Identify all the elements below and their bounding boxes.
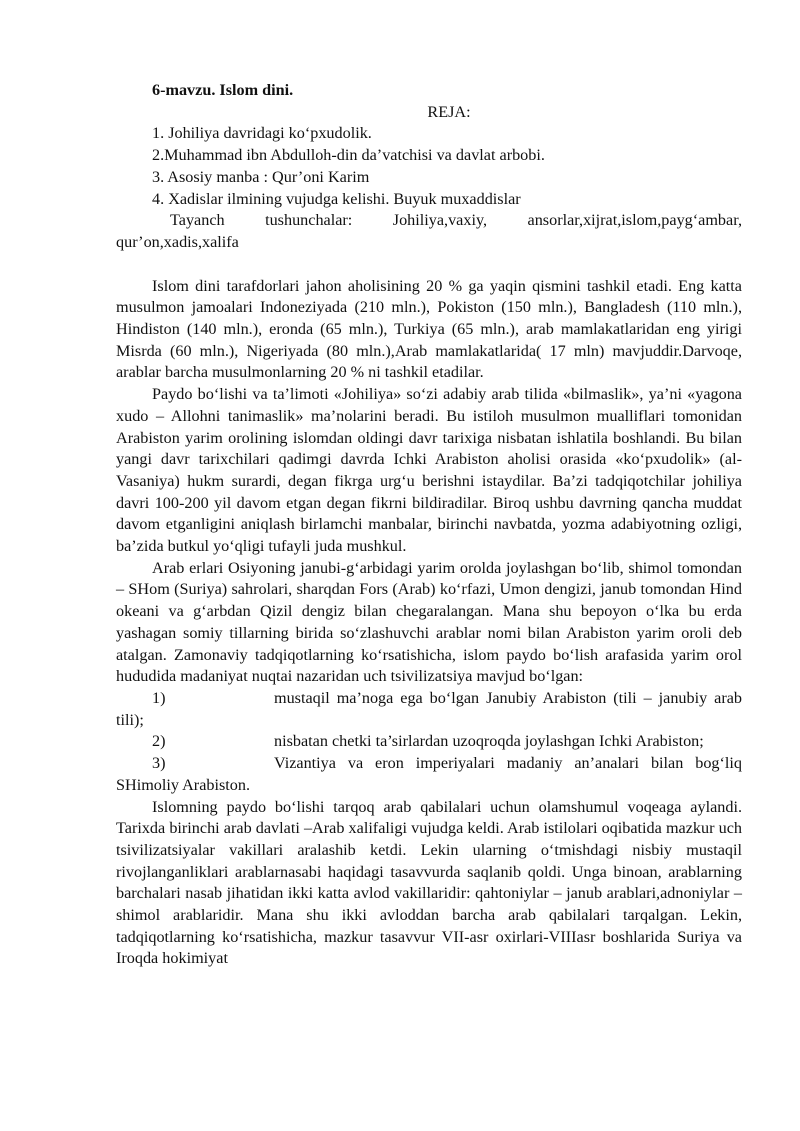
list-number: 1) [152,688,166,707]
plan-item: 2.Muhammad ibn Abdulloh-din da’vatchisi va davlat arbobi. [152,146,545,165]
plan-heading: REJA: [427,102,471,121]
document-body [116,80,742,970]
list-number: 2) [152,732,166,751]
list-item [116,688,742,731]
topic-title: 6-mavzu. Islom dini. [152,81,294,99]
list-text: mustaqil ma’noga ega bo‘lgan Janubiy Arabiston (tili – janubiy arab tili); [116,688,742,729]
list-text: Vizantiya va eron imperiyalari madaniy an’analari bilan bog‘liq SHimoliy Arabiston. [116,754,742,794]
plan-item: 3. Asosiy manba : Qur’oni Karim [152,167,370,186]
list-item [116,753,742,796]
plan-item: 4. Xadislar ilmining vujudga kelishi. Buyuk muxaddislar [152,189,521,208]
body-paragraph: Islomning paydo bo‘lishi tarqoq arab qabilalari uchun olamshumul voqeaga aylandi. Tarixda birinchi arab davlati –Arab xalifaligi vujudga keldi. Arab istilolari oqibatida mazkur uch tsivilizatsiyalar vakillari aralashib ketdi. Lekin ularning o‘tmishdagi nisbiy mustaqil rivojlanganliklari arablarnasabi haqidagi tasavvurda saqlanib qoldi. Unga binoan, arablarning barchalari nasab jihatidan ikki katta avlod vakillaridir: qahtoniylar – janub arablari,adnoniylar – shimol arablaridir. Mana shu ikki avloddan barcha arab qabilalari tarqalgan. Lekin, tadqiqotlarning ko‘rsatishicha, mazkur tasavvur VII-asr oxirlari-VIIIasr boshlarida Suriya va Iroqda hokimiyat [116,797,742,968]
body-paragraph: Islom dini tarafdorlari jahon aholisining 20 % ga yaqin qismini tashkil etadi. Eng katta musulmon jamoalari Indoneziyada (210 mln.), Pokiston (150 mln.), Bangladesh (110 mln.), Hindiston (140 mln.), eronda (65 mln.), Turkiya (65 mln.), arab mamlakatlaridan eng yirigi Misrda (60 mln.), Nigeriyada (80 mln.),Arab mamlakatlarida( 17 mln) mavjuddir.Darvoqe, arablar barcha musulmonlarning 20 % ni tashkil etadilar. [116,276,742,382]
list-item [116,731,742,753]
list-number: 3) [152,754,166,773]
spacer [116,254,742,276]
body-paragraph: Paydo bo‘lishi va ta’limoti «Johiliya» so‘zi adabiy arab tilida «bilmaslik», ya’ni «yagona xudo – Allohni tanimaslik» ma’nolarini beradi. Bu istiloh musulmon mualliflari tomonidan Arabiston yarim orolining islomdan oldingi davr tarixiga nisbatan ishlatila boshlandi. Bu bilan yangi davr tarixchilari qadimgi davrda Ichki Arabiston aholisi orasida «ko‘pxudolik» (al-Vasaniya) hukm surardi, degan fikrga urg‘u berishni istaydilar. Ba’zi tadqiqotchilar johiliya davri 100-200 yil davom etgan degan fikrni bildiradilar. Biroq ushbu davrning qancha muddat davom etganligini aniqlash birlamchi manbalar, birinchi navbatda, yozma adabiyotning ozligi, ba’zida butkul yo‘qligi tufayli juda mushkul. [116,385,742,556]
list-text: nisbatan chetki ta’sirlardan uzoqroqda joylashgan Ichki Arabiston; [274,732,704,751]
body-paragraph: Arab erlari Osiyoning janubi-g‘arbidagi yarim orolda joylashgan bo‘lib, shimol tomondan – SHom (Suriya) sahrolari, sharqdan Fors (Arab) ko‘rfazi, Umon dengizi, janub tomondan Hind okeani va g‘arbdan Qizil dengiz bilan chegaralangan. Mana shu bepoyon o‘lka bu erda yashagan somiy tillarning birida so‘zlashuvchi arablar nomi bilan Arabiston yarim oroli deb atalgan. Zamonaviy tadqiqotlarning ko‘rsatishicha, islom paydo bo‘lish arafasida yarim orol hududida madaniyat nuqtai nazaridan uch tsivilizatsiya mavjud bo‘lgan: [116,558,742,686]
keywords-paragraph: Tayanch tushunchalar: Johiliya,vaxiy, ansorlar,xijrat,islom,payg‘ambar, qur’on,xadis,xalifa [116,211,742,251]
plan-item: 1. Johiliya davridagi ko‘pxudolik. [152,124,372,143]
